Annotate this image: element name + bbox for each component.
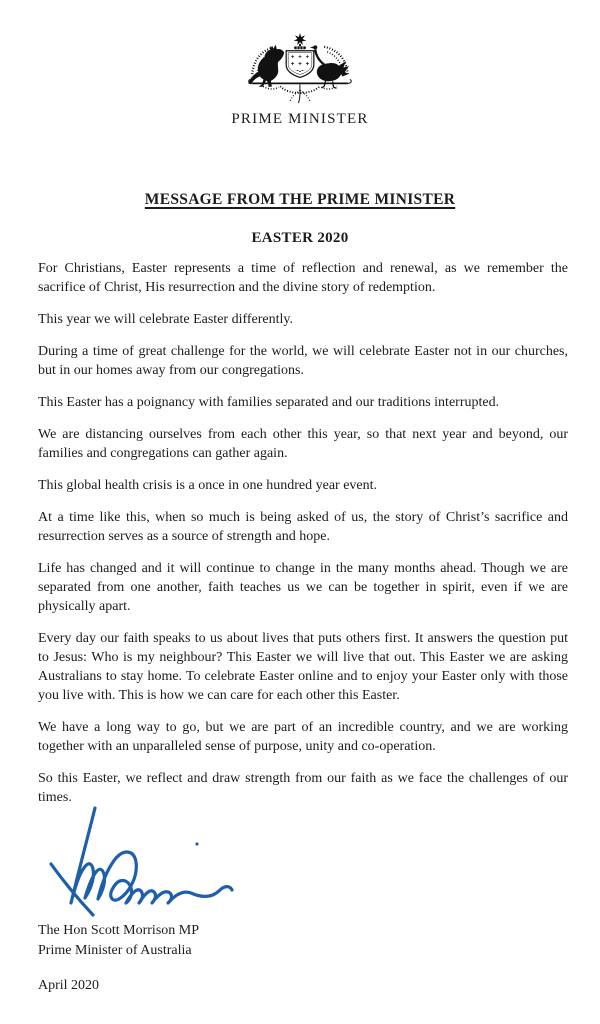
signatory-name: The Hon Scott Morrison MP: [38, 923, 199, 938]
australian-coat-of-arms-icon: [243, 32, 357, 111]
signoff-block: [38, 921, 199, 961]
paragraph: Every day our faith speaks to us about lives that puts others first. It answers the question put to Jesus: Who is my neighbour? This Easter we will live that out. This Easter we are asking Australians to stay home. To celebrate Easter online and to enjoy your Easter only with those you live with. This is how we can care for each other this Easter.: [38, 631, 568, 703]
paragraph: We are distancing ourselves from each other this year, so that next year and beyond, our families and congregations can gather again.: [38, 427, 568, 461]
message-title: MESSAGE FROM THE PRIME MINISTER: [144, 191, 456, 208]
paragraph: At a time like this, when so much is being asked of us, the story of Christ’s sacrifice and resurrection serves as a source of strength and hope.: [38, 510, 568, 544]
message-subtitle: EASTER 2020: [251, 230, 349, 246]
signature-image: [42, 806, 242, 921]
office-title: PRIME MINISTER: [231, 111, 369, 127]
paragraph: For Christians, Easter represents a time of reflection and renewal, as we remember the sacrifice of Christ, His resurrection and the divine story of redemption.: [38, 261, 568, 295]
signatory-role: Prime Minister of Australia: [38, 943, 192, 958]
letter-date: April 2020: [38, 978, 100, 993]
paragraph: So this Easter, we reflect and draw strength from our faith as we face the challenges of our times.: [38, 771, 568, 805]
paragraph: During a time of great challenge for the world, we will celebrate Easter not in our churches, but in our homes away from our congregations.: [38, 344, 568, 378]
letterhead: [0, 32, 600, 116]
signature-ink-icon: [42, 806, 242, 921]
paragraph: We have a long way to go, but we are part of an incredible country, and we are working together with an unparalleled sense of purpose, unity and co-operation.: [38, 720, 568, 754]
paragraph: This global health crisis is a once in one hundred year event.: [38, 478, 378, 493]
paragraph: This year we will celebrate Easter differently.: [38, 312, 293, 327]
paragraph: Life has changed and it will continue to change in the many months ahead. Though we are separated from one another, faith teaches us we can be together in spirit, even if we are physically apart.: [38, 561, 568, 614]
paragraph: This Easter has a poignancy with families separated and our traditions interrupted.: [38, 395, 500, 410]
letter-body: [38, 259, 568, 820]
